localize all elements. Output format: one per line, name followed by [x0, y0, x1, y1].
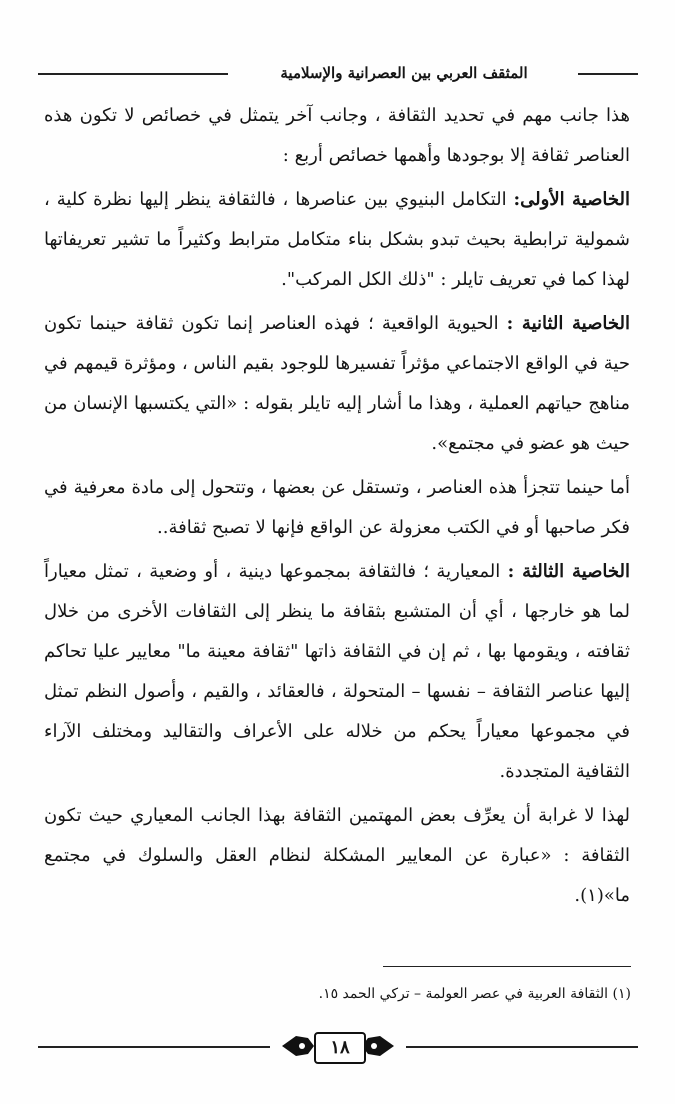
page-number: ١٨: [314, 1032, 366, 1064]
page-footer: [38, 1022, 638, 1070]
paragraph-text: الحيوية الواقعية ؛ فهذه العناصر إنما تكون ثقافة حينما تكون حية في الواقع الاجتماعي مؤثراً تفسيرها للوجود بقيم الناس ، ومؤثرة قيمهم في مناهج حياتهم العملية ، وهذا ما أشار إليه تايلر بقوله : «التي يكتسبها الإنسان من حيث هو عضو في مجتمع».: [44, 313, 630, 454]
header-rule-right: [578, 73, 638, 75]
paragraph: [44, 180, 630, 300]
paragraph-text: لهذا لا غرابة أن يعرِّف بعض المهتمين الثقافة بهذا الجانب المعياري حيث تكون الثقافة : «عبارة عن المعايير المشكلة لنظام العقل والسلوك في مجتمع ما»(١).: [44, 805, 630, 906]
footer-rule-left: [38, 1046, 270, 1048]
running-header: [38, 60, 638, 86]
paragraph-lead: الخاصية الأولى:: [513, 189, 630, 210]
footer-rule-right: [406, 1046, 638, 1048]
footnote-separator: [383, 966, 631, 967]
footnote: (١) الثقافة العربية في عصر العولمة – تركي الحمد ١٥.: [318, 986, 631, 1002]
paragraph: [44, 552, 630, 792]
header-rule-left: [38, 73, 228, 75]
running-title: المثقف العربي بين العصرانية والإسلامية: [280, 64, 528, 82]
body-text: [44, 96, 630, 920]
paragraph-text: التكامل البنيوي بين عناصرها ، فالثقافة ينظر إليها نظرة كلية ، شمولية ترابطية بحيث تبدو بشكل بناء متكامل مترابط وكثيراً ما تشير تعريفاتها لهذا كما في تعريف تايلر : "ذلك الكل المركب".: [44, 189, 630, 290]
paragraph-text: هذا جانب مهم في تحديد الثقافة ، وجانب آخر يتمثل في خصائص لا تكون هذه العناصر ثقافة إلا بوجودها وأهمها خصائص أربع :: [44, 105, 630, 166]
paragraph-lead: الخاصية الثالثة :: [507, 561, 630, 582]
paragraph: [44, 468, 630, 548]
paragraph: [44, 96, 630, 176]
paragraph: [44, 796, 630, 916]
paragraph-text: أما حينما تتجزأ هذه العناصر ، وتستقل عن بعضها ، وتتحول إلى مادة معرفية في فكر صاحبها أو في الكتب معزولة عن الواقع فإنها لا تصبح ثقافة..: [44, 477, 630, 538]
paragraph-text: المعيارية ؛ فالثقافة بمجموعها دينية ، أو وضعية ، تمثل معياراً لما هو خارجها ، أي أن المتشبع بثقافة ما ينظر إلى الثقافات الأخرى من خلال ثقافته ، ويقومها بها ، ثم إن في الثقافة ذاتها "ثقافة معينة ما" معايير عليا تحاكم إليها عناصر الثقافة – نفسها – المتحولة ، فالعقائد ، والقيم ، وأصول النظم تمثل في مجموعها معياراً يحكم من خلاله على الأعراف والتقاليد ومختلف الآراء الثقافية المتجددة.: [44, 561, 630, 782]
paragraph-lead: الخاصية الثانية :: [506, 313, 630, 334]
paragraph: [44, 304, 630, 464]
